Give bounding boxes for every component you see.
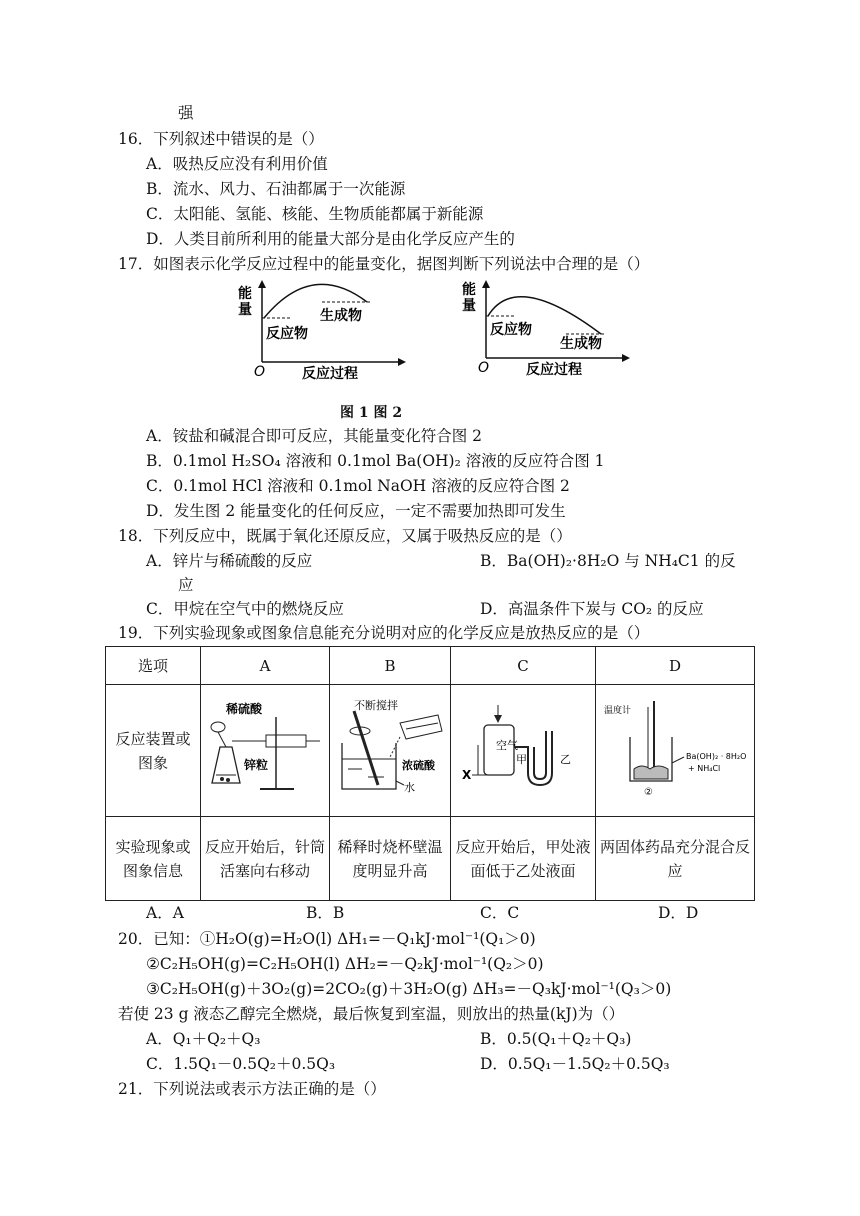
energy-graph-2 (456, 280, 636, 380)
figure-caption: 图 1 图 2 (340, 405, 403, 421)
apparatus-a-cell (201, 685, 330, 817)
reactant-label: 反应物 (490, 322, 532, 338)
water-label: 水 (404, 781, 415, 794)
q19-table (105, 646, 755, 901)
q20-option-c: C．1.5Q₁－0.5Q₂＋0.5Q₃ (146, 1055, 336, 1073)
question-16: 16．下列叙述中错误的是（） (118, 130, 324, 148)
phenomenon-a: 反应开始后，针筒活塞向右移动 (201, 817, 330, 901)
row-label-phenomena: 实验现象或图象信息 (106, 817, 201, 901)
apparatus-a-figure (206, 697, 324, 797)
reactant-label: 反应物 (266, 326, 308, 342)
y-axis-label-top: 能 (462, 282, 476, 298)
q18-option-c: C．甲烷在空气中的燃烧反应 (146, 600, 344, 618)
row-label-apparatus: 反应装置或图象 (106, 685, 201, 817)
x-axis-label: 反应过程 (302, 366, 358, 380)
x-label: X (462, 768, 472, 782)
line-continuation: 强 (178, 104, 194, 122)
x-axis-label: 反应过程 (526, 362, 582, 378)
apparatus-b-figure (334, 697, 446, 797)
q19-option-a: A．A (146, 904, 184, 922)
apparatus-b-cell (330, 685, 451, 817)
table-row-phenomena (106, 817, 755, 901)
q17-option-d: D．发生图 2 能量变化的任何反应，一定不需要加热即可发生 (146, 502, 566, 520)
table-row-apparatus (106, 685, 755, 817)
conc-acid-label: 浓硫酸 (402, 759, 435, 772)
q16-option-c: C．太阳能、氢能、核能、生物质能都属于新能源 (146, 205, 484, 223)
q20-equation-2: ②C₂H₅OH(g)=C₂H₅OH(l) ΔH₂=－Q₂kJ·mol⁻¹(Q₂＞0) (146, 955, 544, 973)
y-axis-label-top: 能 (238, 286, 252, 302)
q17-option-c: C．0.1mol HCl 溶液和 0.1mol NaOH 溶液的反应符合图 2 (146, 477, 570, 495)
q20-question: 若使 23 g 液态乙醇完全燃烧，最后恢复到室温，则放出的热量(kJ)为（） (118, 1005, 625, 1023)
stir-label: 不断搅拌 (354, 699, 398, 712)
table-header-cell: D (596, 647, 755, 685)
reagent1-label: Ba(OH)₂ · 8H₂O (686, 752, 747, 761)
apparatus-c-figure (458, 697, 588, 797)
thermometer-label: 温度计 (604, 706, 632, 716)
table-header-cell: A (201, 647, 330, 685)
phenomenon-c: 反应开始后，甲处液面低于乙处液面 (451, 817, 596, 901)
q20-option-d: D．0.5Q₁－1.5Q₂＋0.5Q₃ (480, 1055, 670, 1073)
air-label: 空气 (496, 739, 518, 752)
apparatus-c-cell (451, 685, 596, 817)
product-label: 生成物 (560, 336, 602, 352)
jia-label: 甲 (516, 753, 527, 766)
y-axis-label-bottom: 量 (462, 298, 476, 314)
table-header-cell: 选项 (106, 647, 201, 685)
table-header-cell: C (451, 647, 596, 685)
q16-option-a: A．吸热反应没有利用价值 (146, 155, 328, 173)
origin-label: O (254, 364, 266, 380)
apparatus-d-figure (600, 697, 750, 797)
phenomenon-d: 两固体药品充分混合反应 (596, 817, 755, 901)
energy-graph-1 (232, 280, 412, 380)
reagent2-label: + NH₄Cl (688, 764, 721, 773)
q16-option-b: B．流水、风力、石油都属于一次能源 (146, 180, 406, 198)
q19-option-b: B．B (306, 904, 345, 922)
q19-option-d: D．D (658, 904, 699, 922)
q19-option-c: C．C (480, 904, 520, 922)
q18-option-b: B．Ba(OH)₂·8H₂O 与 NH₄C1 的反 (480, 552, 736, 570)
y-axis-label-bottom: 量 (238, 302, 252, 318)
q18-option-a: A．锌片与稀硫酸的反应 (146, 552, 313, 570)
q20-option-a: A．Q₁＋Q₂＋Q₃ (146, 1030, 261, 1048)
q16-option-d: D．人类目前所利用的能量大部分是由化学反应产生的 (146, 230, 515, 248)
question-20: 20．已知：①H₂O(g)=H₂O(l) ΔH₁=－Q₁kJ·mol⁻¹(Q₁＞0) (118, 930, 536, 948)
table-header-row (106, 647, 755, 685)
question-17: 17．如图表示化学反应过程中的能量变化，据图判断下列说法中合理的是（） (118, 255, 650, 273)
q18-option-d: D．高温条件下炭与 CO₂ 的反应 (480, 600, 704, 618)
apparatus-d-cell (596, 685, 755, 817)
origin-label: O (478, 360, 490, 376)
product-label: 生成物 (320, 308, 362, 324)
acid-label: 稀硫酸 (226, 702, 263, 716)
q17-option-a: A．铵盐和碱混合即可反应，其能量变化符合图 2 (146, 427, 482, 445)
q18-option-b-cont: 应 (178, 576, 194, 594)
yi-label: 乙 (560, 753, 571, 766)
question-18: 18．下列反应中，既属于氧化还原反应，又属于吸热反应的是（） (118, 527, 572, 545)
q20-equation-3: ③C₂H₅OH(g)＋3O₂(g)=2CO₂(g)＋3H₂O(g) ΔH₃=－Q₃kJ·mol⁻¹(Q₃＞0) (146, 980, 672, 998)
q17-option-b: B．0.1mol H₂SO₄ 溶液和 0.1mol Ba(OH)₂ 溶液的反应符合图 1 (146, 452, 605, 470)
phenomenon-b: 稀释时烧杯壁温度明显升高 (330, 817, 451, 901)
table-header-cell: B (330, 647, 451, 685)
zinc-label: 锌粒 (244, 758, 269, 772)
q20-option-b: B．0.5(Q₁＋Q₂＋Q₃) (480, 1030, 632, 1048)
figure-number: ② (644, 787, 653, 797)
question-19: 19．下列实验现象或图象信息能充分说明对应的化学反应是放热反应的是（） (118, 624, 650, 642)
question-21: 21．下列说法或表示方法正确的是（） (118, 1080, 386, 1098)
